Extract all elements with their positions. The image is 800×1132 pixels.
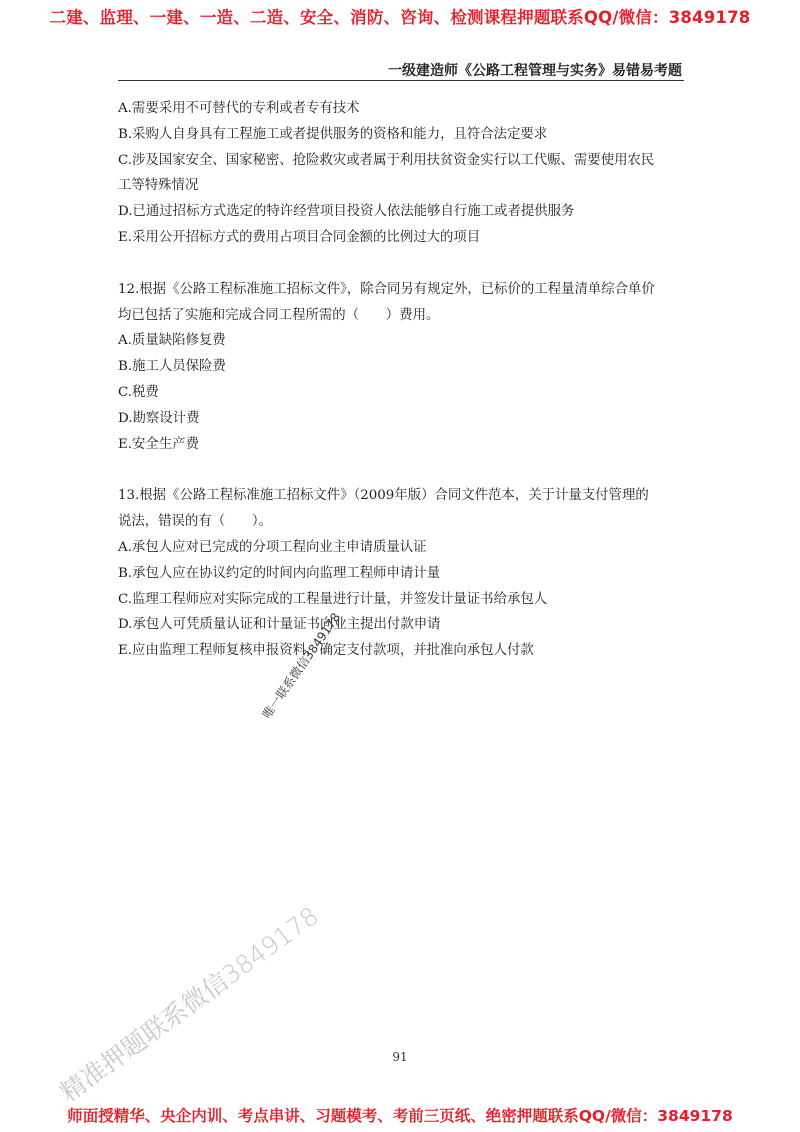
q13-option-b: B.承包人应在协议约定的时间内向监理工程师申请计量 [118, 565, 441, 581]
q12-option-c: C.税费 [118, 384, 159, 400]
running-header: 一级建造师《公路工程管理与实务》易错易考题 [388, 63, 682, 79]
spacer [118, 251, 684, 277]
q13-option-a: A.承包人应对已完成的分项工程向业主申请质量认证 [118, 539, 427, 555]
q12-option-b: B.施工人员保险费 [118, 359, 226, 375]
q11-option-c: C.涉及国家安全、国家秘密、抢险救灾或者属于利用扶贫资金实行以工代赈、需要使用农民 [118, 152, 655, 168]
q13-stem-line1: 13.根据《公路工程标准施工招标文件》（2009年版）合同文件范本，关于计量支付管理的 [118, 488, 649, 504]
q13-stem-line2: 说法，错误的有（ ）。 [118, 514, 272, 530]
q12-stem-line2: 均已包括了实施和完成合同工程所需的（ ）费用。 [118, 307, 440, 323]
q13-option-c: C.监理工程师应对实际完成的工程量进行计量，并签发计量证书给承包人 [118, 591, 548, 607]
bottom-promo-banner: 师面授精华、央企内训、考点串讲、习题模考、考前三页纸、绝密押题联系QQ/微信：3849178 [67, 1107, 733, 1125]
q11-option-a: A.需要采用不可替代的专利或者专有技术 [118, 101, 360, 116]
page-number: 91 [392, 1050, 408, 1064]
header-rule [118, 80, 684, 81]
q11-option-d: D.已通过招标方式选定的特许经营项目投资人依法能够自行施工或者提供服务 [118, 204, 575, 220]
q12-option-e: E.安全生产费 [118, 436, 199, 452]
watermark-large: 精准押题联系微信3849178 [54, 901, 324, 1108]
q12-option-d: D.勘察设计费 [118, 410, 200, 426]
q12-stem-line1: 12.根据《公路工程标准施工招标文件》，除合同另有规定外，已标价的工程量清单综合单价 [118, 281, 655, 297]
spacer [118, 457, 684, 483]
q13-option-e: E.应由监理工程师复核申报资料，确定支付款项，并批准向承包人付款 [118, 643, 534, 659]
q11-option-b: B.采购人自身具有工程施工或者提供服务的资格和能力，且符合法定要求 [118, 126, 548, 142]
q13-option-d: D.承包人可凭质量认证和计量证书向业主提出付款申请 [118, 617, 441, 633]
q12-option-a: A.质量缺陷修复费 [118, 333, 226, 349]
q11-option-c-continued: 工等特殊情况 [118, 178, 199, 194]
page-content [118, 96, 684, 664]
watermark-small: 唯一联系微信3849178 [259, 610, 344, 722]
q11-option-e: E.采用公开招标方式的费用占项目合同金额的比例过大的项目 [118, 229, 481, 245]
top-promo-banner: 二建、监理、一建、一造、二造、安全、消防、咨询、检测课程押题联系QQ/微信：3849178 [49, 8, 751, 27]
